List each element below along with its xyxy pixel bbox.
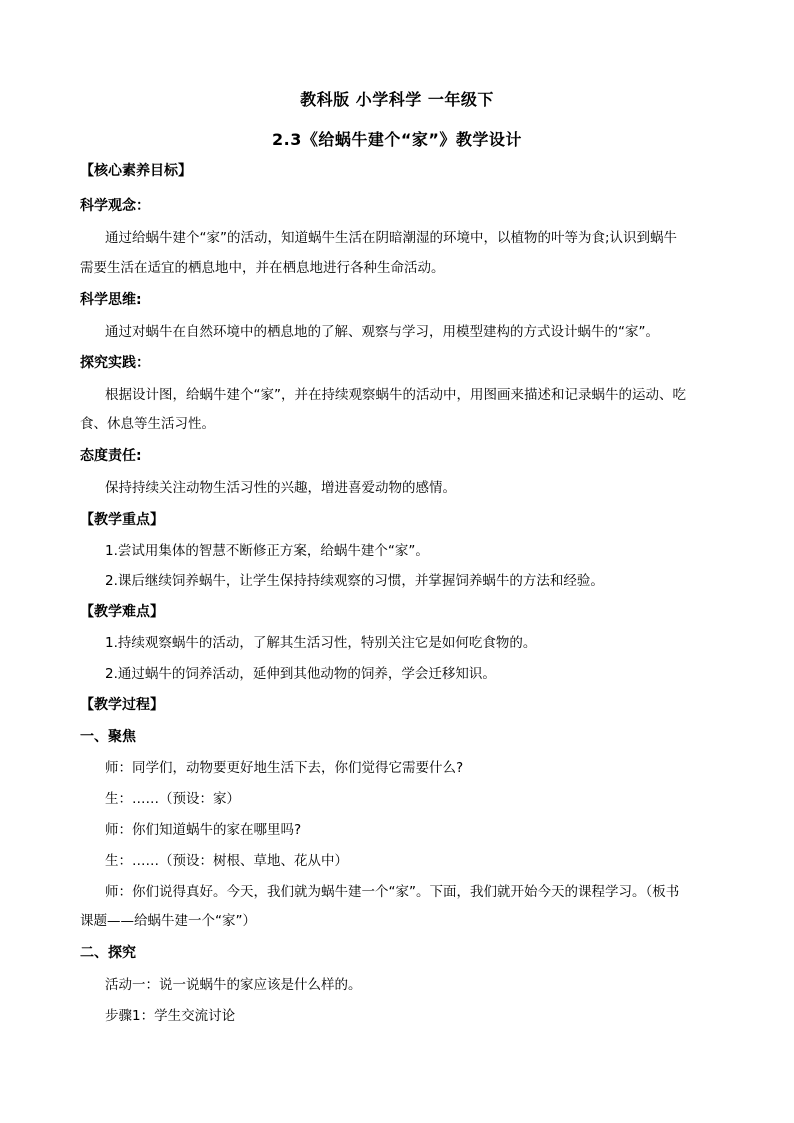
list-item: 1.尝试用集体的智慧不断修正方案，给蜗牛建个“家”。 — [105, 543, 429, 559]
subheading-science-concept: 科学观念： — [80, 198, 150, 214]
section-heading-explore: 二、探究 — [80, 945, 136, 961]
dialogue-line: 生：……（预设：树根、草地、花从中） — [105, 853, 348, 869]
heading-teaching-process: 【教学过程】 — [80, 697, 164, 713]
doc-title-publisher: 教科版 小学科学 一年级下 — [300, 90, 494, 109]
paragraph-line: 根据设计图，给蜗牛建个“家”，并在持续观察蜗牛的活动中，用图画来描述和记录蜗牛的运动、吃 — [105, 387, 686, 403]
dialogue-line: 师：同学们，动物要更好地生活下去，你们觉得它需要什么? — [105, 760, 464, 776]
activity-line: 步骤1：学生交流讨论 — [105, 1008, 236, 1024]
dialogue-line: 师：你们说得真好。今天，我们就为蜗牛建一个“家”。下面，我们就开始今天的课程学习。（板书 — [105, 884, 680, 900]
list-item: 2.通过蜗牛的饲养活动，延伸到其他动物的饲养，学会迁移知识。 — [105, 666, 496, 682]
list-item: 2.课后继续饲养蜗牛，让学生保持持续观察的习惯，并掌握饲养蜗牛的方法和经验。 — [105, 573, 604, 589]
activity-line: 活动一：说一说蜗牛的家应该是什么样的。 — [105, 977, 362, 993]
dialogue-line: 课题——给蜗牛建一个“家”） — [80, 913, 256, 929]
heading-teaching-focus: 【教学重点】 — [80, 512, 164, 528]
subheading-inquiry-practice: 探究实践： — [80, 355, 150, 371]
paragraph-line: 保持持续关注动物生活习性的兴趣，增进喜爱动物的感情。 — [105, 480, 456, 496]
paragraph-line: 食、休息等生活习性。 — [80, 416, 215, 432]
list-item: 1.持续观察蜗牛的活动，了解其生活习性，特别关注它是如何吃食物的。 — [105, 635, 537, 651]
dialogue-line: 师：你们知道蜗牛的家在哪里吗? — [105, 822, 302, 838]
doc-title-lesson: 2.3《给蜗牛建个“家”》教学设计 — [272, 130, 522, 149]
subheading-attitude: 态度责任: — [80, 448, 142, 464]
paragraph-line: 需要生活在适宜的栖息地中，并在栖息地进行各种生命活动。 — [80, 260, 445, 276]
section-heading-focus: 一、聚焦 — [80, 729, 136, 745]
heading-core-goals: 【核心素养目标】 — [80, 163, 192, 179]
paragraph-line: 通过对蜗牛在自然环境中的栖息地的了解、观察与学习，用模型建构的方式设计蜗牛的“家”。 — [105, 324, 659, 340]
heading-teaching-difficulty: 【教学难点】 — [80, 604, 164, 620]
dialogue-line: 生：……（预设：家） — [105, 791, 240, 807]
subheading-science-thinking: 科学思维: — [80, 292, 142, 308]
paragraph-line: 通过给蜗牛建个“家”的活动，知道蜗牛生活在阴暗潮湿的环境中，以植物的叶等为食;认识到蜗牛 — [105, 230, 678, 246]
